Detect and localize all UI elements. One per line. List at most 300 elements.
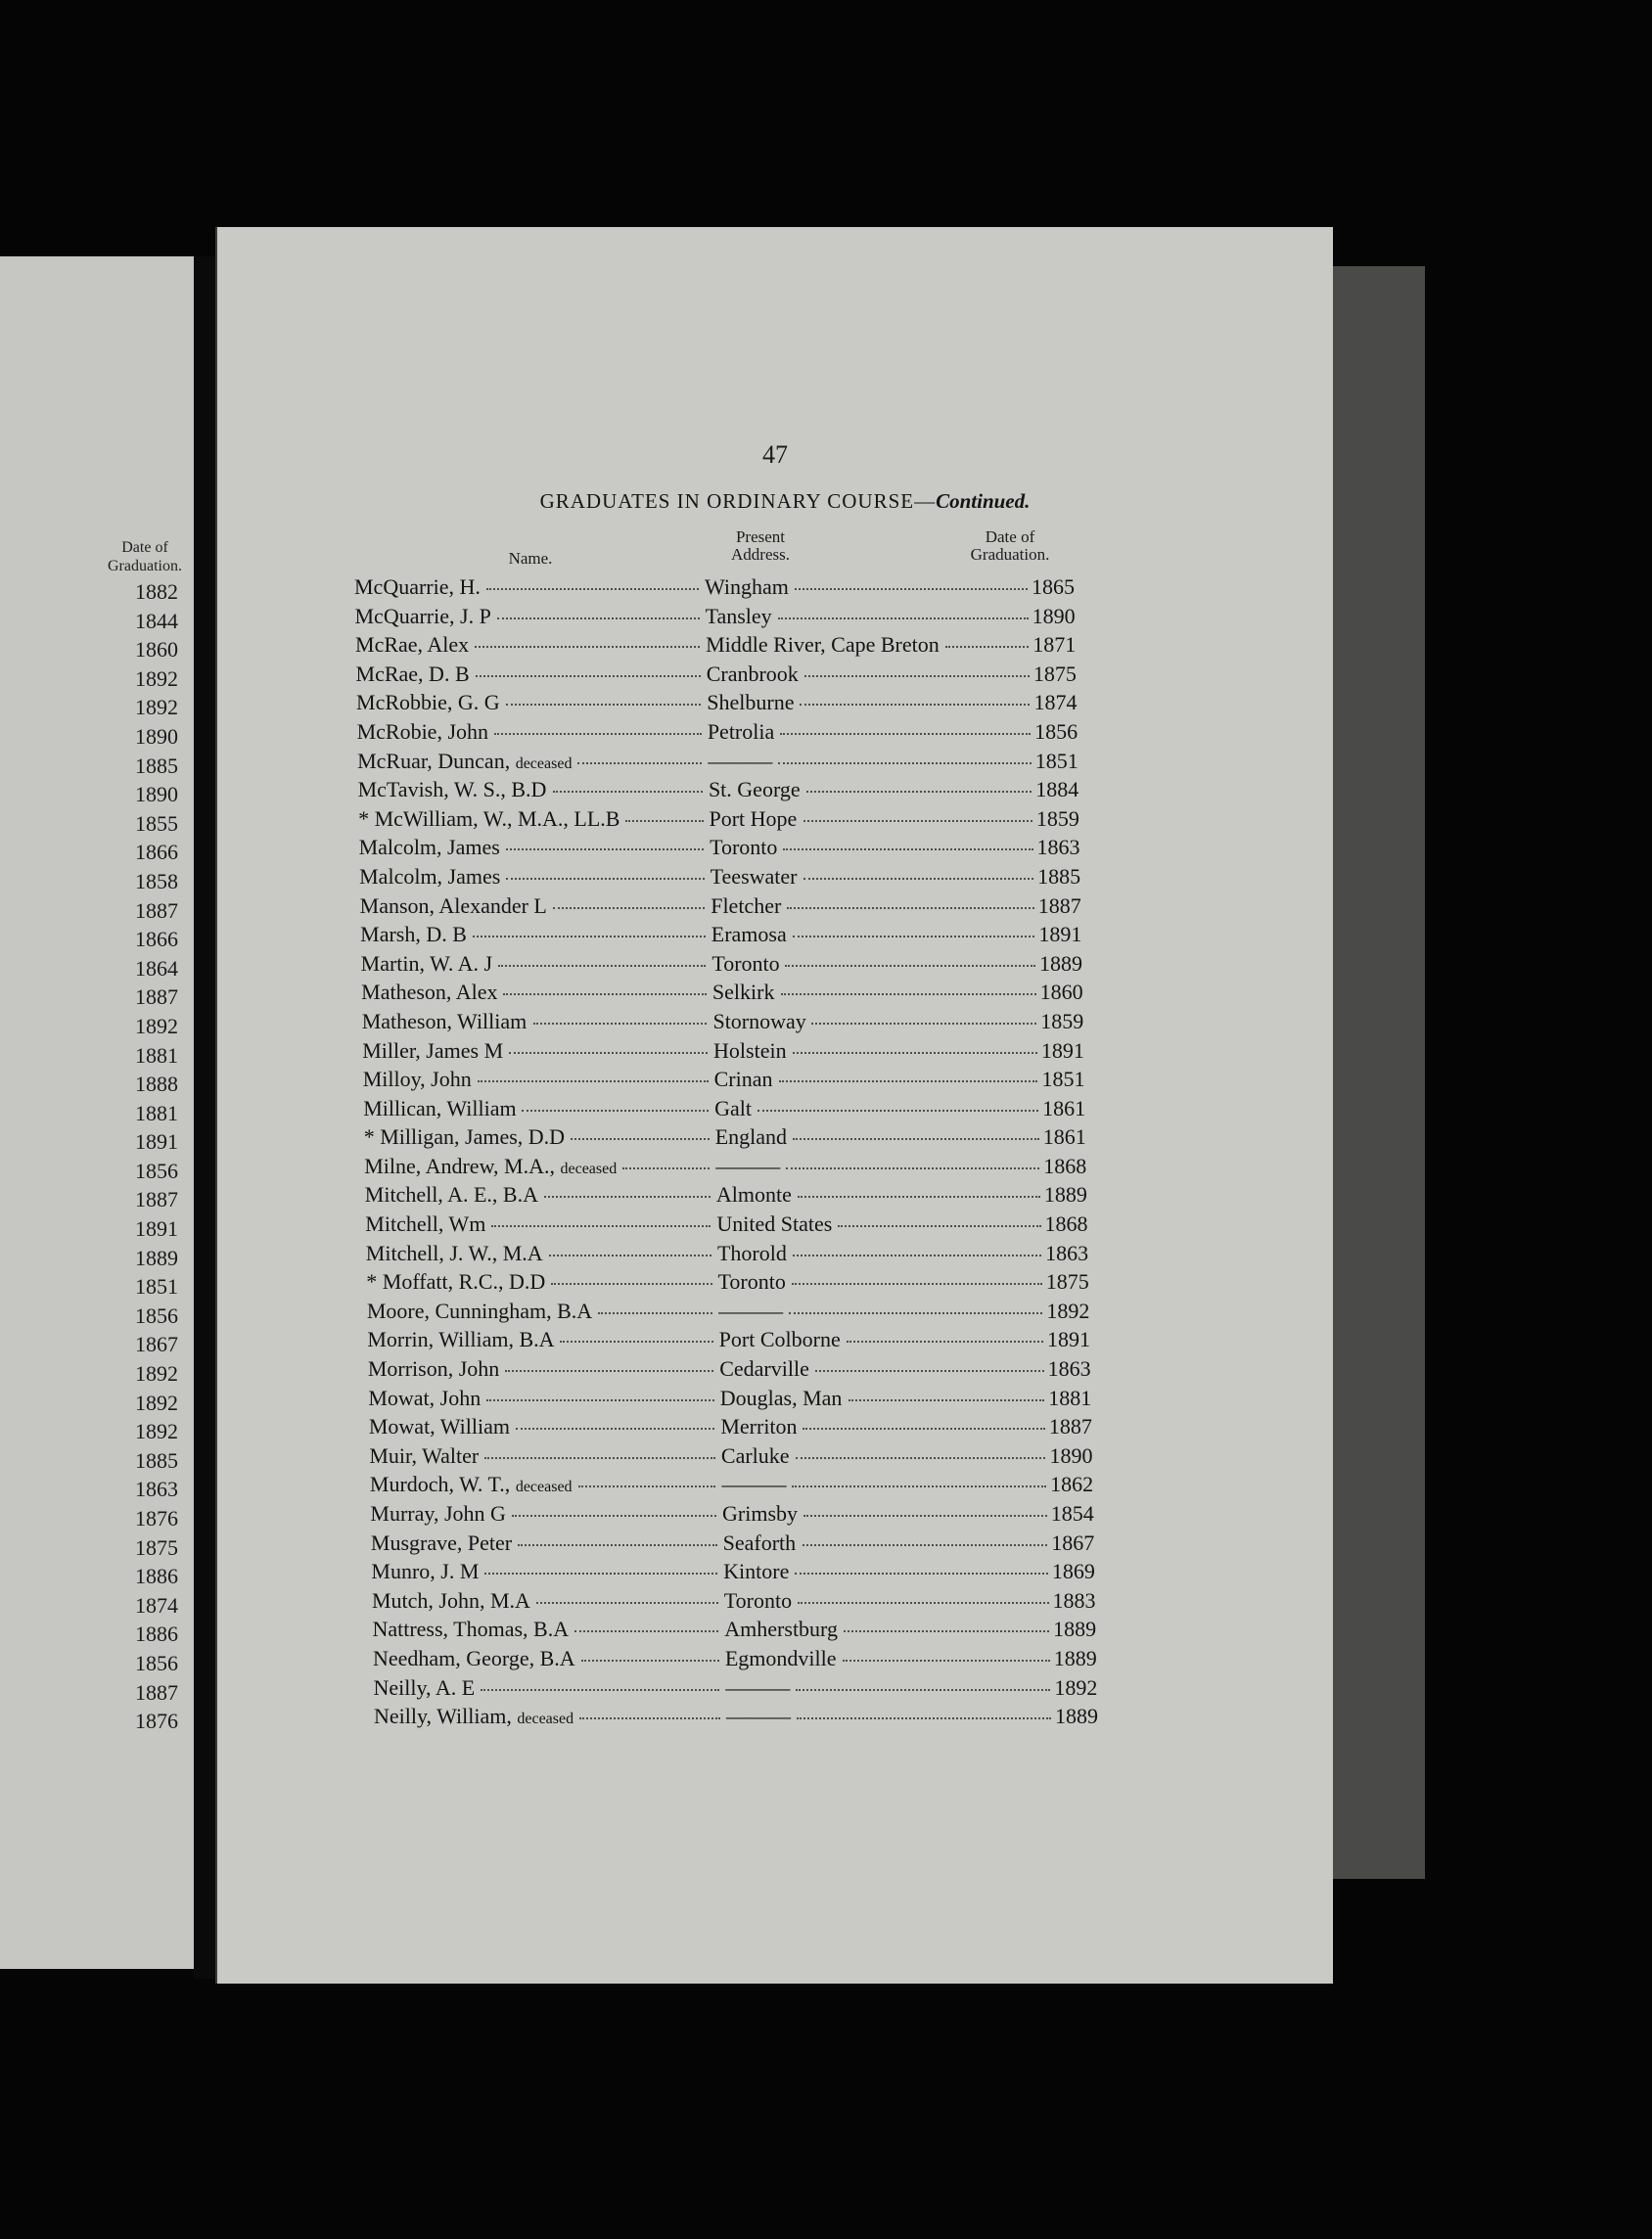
column-header-date-line1: Date of: [985, 527, 1035, 546]
graduate-address: Toronto: [710, 835, 778, 860]
graduate-name-text: McQuarrie, H.: [354, 574, 481, 599]
graduation-year: 1851: [1034, 748, 1078, 773]
column-header-date-line2: Graduation.: [970, 545, 1050, 564]
leader-dots: [785, 965, 1035, 967]
graduation-year: 1889: [1039, 950, 1082, 976]
graduation-year: 1859: [1035, 805, 1079, 831]
graduate-name-text: Matheson, Alex: [361, 980, 498, 1005]
leader-dots: [579, 1717, 720, 1719]
graduation-year: 1851: [1041, 1067, 1085, 1092]
graduate-row: [217, 1094, 1333, 1123]
leader-dots: [793, 1255, 1041, 1257]
left-page-year: 1860: [135, 637, 178, 663]
graduate-name: [355, 602, 491, 631]
graduate-row: [217, 833, 1333, 862]
left-page-year: 1885: [135, 1447, 178, 1473]
graduate-row: [217, 747, 1333, 776]
graduate-note: deceased: [560, 1160, 618, 1177]
graduate-name-text: Mowat, William: [368, 1414, 510, 1439]
graduate-row: [217, 1007, 1333, 1036]
graduate-address: ———: [726, 1704, 791, 1729]
leader-dots: [804, 675, 1030, 677]
leader-dots: [798, 1602, 1049, 1604]
leader-dots: [786, 1167, 1039, 1169]
graduate-name-text: Morrison, John: [367, 1356, 500, 1382]
graduate-name: [373, 1644, 575, 1673]
leader-dots: [571, 1138, 710, 1140]
leader-dots: [506, 878, 705, 880]
graduate-row: [217, 1210, 1333, 1239]
graduate-name-text: Nattress, Thomas, B.A: [372, 1617, 570, 1642]
graduate-address: Toronto: [711, 950, 780, 976]
graduate-address: Almonte: [715, 1182, 792, 1208]
left-page-years: [0, 577, 186, 1736]
graduate-name: [356, 660, 470, 689]
left-page-year: 1892: [135, 665, 178, 691]
graduation-year: 1860: [1039, 980, 1083, 1005]
leader-dots: [484, 1573, 717, 1575]
left-page-year: 1886: [135, 1564, 178, 1589]
graduate-row: [217, 688, 1333, 717]
graduate-row: [217, 630, 1333, 660]
graduate-row: [217, 1470, 1333, 1499]
graduate-name-text: Milligan, James, D.D: [380, 1124, 566, 1150]
graduate-name: [361, 978, 497, 1007]
graduate-row: [217, 1673, 1333, 1703]
graduation-year: 1881: [1048, 1385, 1092, 1410]
graduation-year: 1874: [1033, 690, 1078, 715]
graduate-address: Crinan: [713, 1067, 773, 1092]
graduation-year: 1891: [1038, 922, 1082, 947]
graduate-name-text: Martin, W. A. J: [360, 950, 493, 976]
graduate-row: [217, 1615, 1333, 1644]
graduation-year: 1861: [1042, 1124, 1086, 1150]
leader-dots: [838, 1225, 1041, 1227]
leader-dots: [549, 1255, 711, 1257]
graduate-address: ———: [721, 1472, 787, 1497]
graduation-year: 1891: [1047, 1327, 1090, 1352]
graduate-name-text: Mitchell, J. W., M.A: [365, 1240, 543, 1265]
left-page-year: 1892: [135, 1361, 178, 1387]
graduate-address: ———: [715, 1153, 781, 1178]
graduate-address: Middle River, Cape Breton: [706, 632, 940, 658]
graduate-address: England: [714, 1124, 788, 1150]
graduation-year: 1865: [1032, 574, 1075, 599]
graduate-name: [370, 1470, 573, 1502]
graduate-address: Thorold: [716, 1240, 787, 1265]
graduate-address: Toronto: [717, 1269, 786, 1295]
leader-dots: [793, 1052, 1037, 1054]
graduate-name-text: Milne, Andrew, M.A.,: [364, 1153, 555, 1178]
graduate-row: [217, 862, 1333, 891]
leader-dots: [796, 1689, 1050, 1691]
graduate-name: [371, 1557, 479, 1586]
left-page-year: 1856: [135, 1650, 178, 1675]
leader-dots: [778, 762, 1032, 764]
leader-dots: [849, 1399, 1044, 1401]
graduate-name-text: Musgrave, Peter: [370, 1530, 513, 1555]
graduate-address: Selkirk: [711, 980, 775, 1005]
left-page-year: 1885: [135, 753, 178, 778]
left-page-year: 1856: [135, 1302, 178, 1328]
left-page-year: 1876: [135, 1506, 178, 1531]
leader-dots: [793, 1138, 1039, 1140]
graduate-address: Shelburne: [707, 690, 795, 715]
leader-dots: [497, 617, 700, 619]
left-header-line1: Date of: [121, 539, 168, 556]
graduate-address: Stornoway: [712, 1008, 806, 1033]
left-page-year: 1892: [135, 1419, 178, 1444]
graduate-name: [367, 1325, 554, 1354]
graduate-name-text: Marsh, D. B: [360, 922, 467, 947]
graduation-year: 1871: [1032, 632, 1077, 658]
graduation-year: 1861: [1042, 1095, 1086, 1120]
leader-dots: [509, 1052, 708, 1054]
graduate-row: [217, 660, 1333, 689]
graduate-row: [217, 1180, 1333, 1210]
graduate-row: [217, 1441, 1333, 1471]
graduate-name: [363, 1065, 472, 1094]
graduate-name: [357, 747, 572, 779]
graduate-address: St. George: [708, 777, 801, 802]
graduation-year: 1891: [1040, 1037, 1084, 1063]
graduate-row: [217, 891, 1333, 921]
left-page-year: 1890: [135, 782, 178, 807]
left-page-year: 1888: [135, 1072, 178, 1097]
graduation-year: 1868: [1044, 1211, 1088, 1237]
leader-dots: [512, 1515, 716, 1517]
graduation-year: 1869: [1051, 1559, 1095, 1584]
leader-dots: [478, 1080, 709, 1082]
graduate-address: Kintore: [723, 1559, 790, 1584]
graduation-year: 1868: [1043, 1153, 1087, 1178]
graduate-address: Holstein: [713, 1037, 787, 1063]
graduate-address: Toronto: [723, 1587, 793, 1613]
graduate-name-text: Mitchell, Wm: [365, 1211, 486, 1237]
left-page-year: 1876: [135, 1709, 178, 1734]
leader-dots: [797, 1717, 1051, 1719]
leader-dots: [803, 1428, 1045, 1430]
leader-dots: [779, 1080, 1037, 1082]
graduation-year: 1884: [1035, 777, 1079, 802]
graduate-name-text: Manson, Alexander L: [359, 892, 547, 918]
graduate-name-text: Malcolm, James: [358, 835, 500, 860]
graduate-name-text: Milloy, John: [362, 1067, 472, 1092]
left-page-year: 1858: [135, 868, 178, 893]
graduate-name: [370, 1499, 506, 1529]
column-header-address-line2: Address.: [731, 545, 790, 564]
graduate-address: Eramosa: [711, 922, 787, 947]
column-header-name: Name.: [508, 549, 553, 568]
graduate-name-text: Muir, Walter: [369, 1442, 480, 1468]
graduation-year: 1875: [1045, 1269, 1089, 1295]
graduate-name-text: McWilliam, W., M.A., LL.B: [374, 805, 620, 831]
graduate-name: [371, 1529, 512, 1558]
graduate-name-text: Neilly, William,: [374, 1704, 512, 1729]
graduate-name: [360, 891, 547, 921]
left-page-year: 1891: [135, 1216, 178, 1242]
section-title-main: GRADUATES IN ORDINARY COURSE—: [539, 489, 937, 513]
leader-dots: [598, 1312, 712, 1314]
leader-dots: [475, 646, 700, 648]
leader-dots: [803, 1544, 1047, 1546]
left-page-year: 1891: [135, 1129, 178, 1155]
graduate-name: [373, 1673, 475, 1703]
graduate-address: United States: [716, 1211, 833, 1237]
left-page-year: 1890: [135, 723, 178, 749]
graduate-row: [217, 1122, 1333, 1152]
leader-dots: [551, 1283, 712, 1285]
leader-dots: [798, 1196, 1040, 1198]
graduate-name-text: Moffatt, R.C., D.D: [382, 1269, 546, 1295]
graduation-year: 1889: [1053, 1645, 1097, 1670]
graduate-row: [217, 1499, 1333, 1529]
leader-dots: [503, 993, 707, 995]
graduate-name-text: Morrin, William, B.A: [367, 1327, 555, 1352]
graduate-name: [359, 862, 500, 891]
leader-dots: [795, 588, 1028, 590]
graduate-name: [360, 920, 467, 949]
graduate-name-text: Mitchell, A. E., B.A: [364, 1182, 538, 1208]
leader-dots: [789, 1312, 1042, 1314]
graduate-name: [366, 1239, 543, 1268]
graduate-name: [358, 804, 620, 834]
leader-dots: [553, 907, 705, 909]
graduate-name: [359, 833, 500, 862]
left-page: [0, 256, 197, 1969]
leader-dots: [473, 936, 706, 937]
graduate-name-text: McTavish, W. S., B.D: [357, 777, 547, 802]
graduate-name: [366, 1267, 545, 1297]
section-title: [354, 489, 1216, 514]
graduate-address: ———: [725, 1674, 791, 1700]
graduate-name-text: Matheson, William: [361, 1008, 528, 1033]
graduate-name: [368, 1384, 481, 1413]
left-page-year: 1864: [135, 955, 178, 981]
left-page-year: 1881: [135, 1100, 178, 1125]
graduation-year: 1863: [1047, 1356, 1091, 1382]
page: [215, 227, 1333, 1984]
graduate-name: [365, 1210, 485, 1239]
leader-dots: [815, 1370, 1044, 1372]
leader-dots: [536, 1602, 718, 1604]
leader-dots: [481, 1689, 719, 1691]
leader-dots: [803, 878, 1033, 880]
leader-dots: [560, 1341, 713, 1343]
leader-dots: [781, 993, 1036, 995]
graduate-row: [217, 804, 1333, 834]
graduate-address: Douglas, Man: [719, 1385, 843, 1410]
graduate-name-text: Murdoch, W. T.,: [369, 1472, 511, 1497]
graduate-row: [217, 775, 1333, 804]
graduation-year: 1854: [1050, 1501, 1094, 1526]
left-page-year: 1867: [135, 1332, 178, 1357]
graduate-address: Cedarville: [719, 1356, 809, 1382]
graduate-address: Cranbrook: [706, 661, 799, 686]
graduation-year: 1887: [1048, 1414, 1092, 1439]
graduate-name-text: Neilly, A. E: [373, 1674, 476, 1700]
graduate-name: [364, 1152, 617, 1184]
graduation-year: 1856: [1034, 718, 1078, 744]
leader-dots: [494, 733, 702, 735]
left-page-year: 1856: [135, 1158, 178, 1183]
graduate-name-text: Munro, J. M: [371, 1559, 480, 1584]
left-page-year: 1892: [135, 1013, 178, 1038]
graduate-address: Egmondville: [724, 1645, 837, 1670]
graduate-address: Carluke: [720, 1442, 790, 1468]
graduate-row: [217, 1239, 1333, 1268]
graduate-row: [217, 1036, 1333, 1066]
leader-dots: [847, 1341, 1043, 1343]
graduation-year: 1889: [1055, 1704, 1098, 1729]
leader-dots: [486, 1399, 714, 1401]
graduate-name: [374, 1702, 574, 1734]
leader-dots: [533, 1023, 707, 1025]
graduation-year: 1889: [1043, 1182, 1087, 1208]
graduate-name: [362, 1007, 528, 1036]
leader-dots: [787, 907, 1034, 909]
graduate-name-text: Millican, William: [363, 1095, 517, 1120]
graduation-year: 1863: [1036, 835, 1080, 860]
graduate-name: [362, 1036, 503, 1066]
leader-dots: [757, 1110, 1038, 1112]
leader-dots: [574, 1630, 718, 1632]
graduate-name-text: McRobie, John: [356, 718, 489, 744]
graduate-address: Port Colborne: [718, 1327, 841, 1352]
left-page-year: 1887: [135, 1679, 178, 1705]
column-header-date: [946, 528, 1074, 564]
graduates-list: [217, 572, 1333, 1731]
graduate-name: [369, 1412, 510, 1441]
graduate-row: [217, 949, 1333, 979]
leader-dots: [780, 733, 1031, 735]
graduate-row: [217, 978, 1333, 1007]
graduate-row: [217, 1065, 1333, 1094]
leader-dots: [625, 820, 704, 822]
graduate-note: deceased: [517, 1711, 574, 1728]
left-page-year: 1881: [135, 1042, 178, 1068]
leader-dots: [544, 1196, 711, 1198]
graduate-name: [355, 630, 469, 660]
column-header-address-line1: Present: [735, 527, 786, 546]
graduate-name-text: McQuarrie, J. P: [354, 603, 491, 628]
graduate-address: Teeswater: [710, 863, 798, 889]
graduate-note: deceased: [515, 754, 573, 772]
graduate-name-text: Needham, George, B.A: [372, 1645, 575, 1670]
leader-dots: [800, 704, 1030, 706]
graduate-address: Petrolia: [707, 718, 775, 744]
leader-dots: [811, 1023, 1036, 1025]
leader-dots: [803, 820, 1032, 822]
book-gutter: [194, 256, 215, 1979]
leader-dots: [484, 1457, 715, 1459]
graduation-year: 1859: [1040, 1008, 1084, 1033]
leader-dots: [578, 1485, 715, 1487]
deceased-asterisk: *: [366, 1269, 378, 1295]
leader-dots: [806, 791, 1032, 793]
graduate-row: [217, 1586, 1333, 1616]
graduate-address: Amherstburg: [724, 1617, 838, 1642]
leader-dots: [783, 848, 1033, 850]
leader-dots: [553, 791, 703, 793]
leader-dots: [778, 617, 1029, 619]
graduate-row: [217, 1354, 1333, 1384]
leader-dots: [796, 1457, 1045, 1459]
leader-dots: [516, 1428, 714, 1430]
graduate-row: [217, 1557, 1333, 1586]
graduate-address: Grimsby: [722, 1501, 799, 1526]
graduate-address: Galt: [714, 1095, 753, 1120]
graduate-row: [217, 1297, 1333, 1326]
graduate-address: Seaforth: [722, 1530, 797, 1555]
graduate-name: [372, 1615, 569, 1644]
graduate-name: [368, 1354, 499, 1384]
left-page-year: 1875: [135, 1534, 178, 1560]
graduate-row: [217, 1325, 1333, 1354]
graduate-name-text: McRobbie, G. G: [356, 690, 500, 715]
left-page-year: 1889: [135, 1245, 178, 1270]
graduate-row: [217, 1702, 1333, 1731]
graduate-address: ———: [718, 1298, 784, 1323]
graduate-name-text: Murray, John G: [370, 1501, 506, 1526]
graduate-row: [217, 1267, 1333, 1297]
leader-dots: [476, 675, 701, 677]
left-page-year: 1866: [135, 840, 178, 865]
left-page-year: 1851: [135, 1274, 178, 1300]
graduate-name-text: Malcolm, James: [359, 863, 501, 889]
left-page-year: 1887: [135, 1187, 178, 1212]
graduation-year: 1883: [1052, 1587, 1096, 1613]
leader-dots: [843, 1660, 1050, 1662]
graduate-address: Fletcher: [711, 892, 782, 918]
left-page-year: 1866: [135, 927, 178, 952]
leader-dots: [491, 1225, 711, 1227]
graduate-row: [217, 1384, 1333, 1413]
graduation-year: 1887: [1037, 892, 1081, 918]
section-title-continued: Continued.: [936, 489, 1031, 513]
graduate-name: [354, 572, 481, 602]
graduate-name-text: Moore, Cunningham, B.A: [366, 1298, 593, 1323]
graduation-year: 1892: [1046, 1298, 1090, 1323]
graduate-address: ———: [708, 748, 773, 773]
leader-dots: [581, 1660, 719, 1662]
page-number: 47: [762, 440, 788, 469]
graduate-note: deceased: [515, 1479, 573, 1496]
graduate-address: Tansley: [705, 603, 772, 628]
graduation-year: 1890: [1049, 1442, 1093, 1468]
page-stack-edge: [1327, 266, 1425, 1879]
column-header-address: [707, 528, 814, 564]
left-page-date-header: [106, 538, 184, 575]
left-page-year: 1855: [135, 810, 178, 836]
graduate-name-text: Miller, James M: [362, 1037, 504, 1063]
leader-dots: [518, 1544, 717, 1546]
leader-dots: [506, 704, 701, 706]
graduate-name-text: McRae, D. B: [355, 661, 470, 686]
graduate-row: [217, 602, 1333, 631]
left-header-line2: Graduation.: [108, 558, 182, 574]
left-page-year: 1882: [135, 579, 178, 604]
leader-dots: [792, 1283, 1042, 1285]
leader-dots: [577, 762, 702, 764]
leader-dots: [803, 1515, 1047, 1517]
leader-dots: [844, 1630, 1049, 1632]
graduation-year: 1890: [1032, 603, 1076, 628]
graduate-row: [217, 717, 1333, 747]
left-page-year: 1887: [135, 897, 178, 923]
graduation-year: 1863: [1045, 1240, 1089, 1265]
graduate-name-text: Mutch, John, M.A: [371, 1587, 530, 1613]
